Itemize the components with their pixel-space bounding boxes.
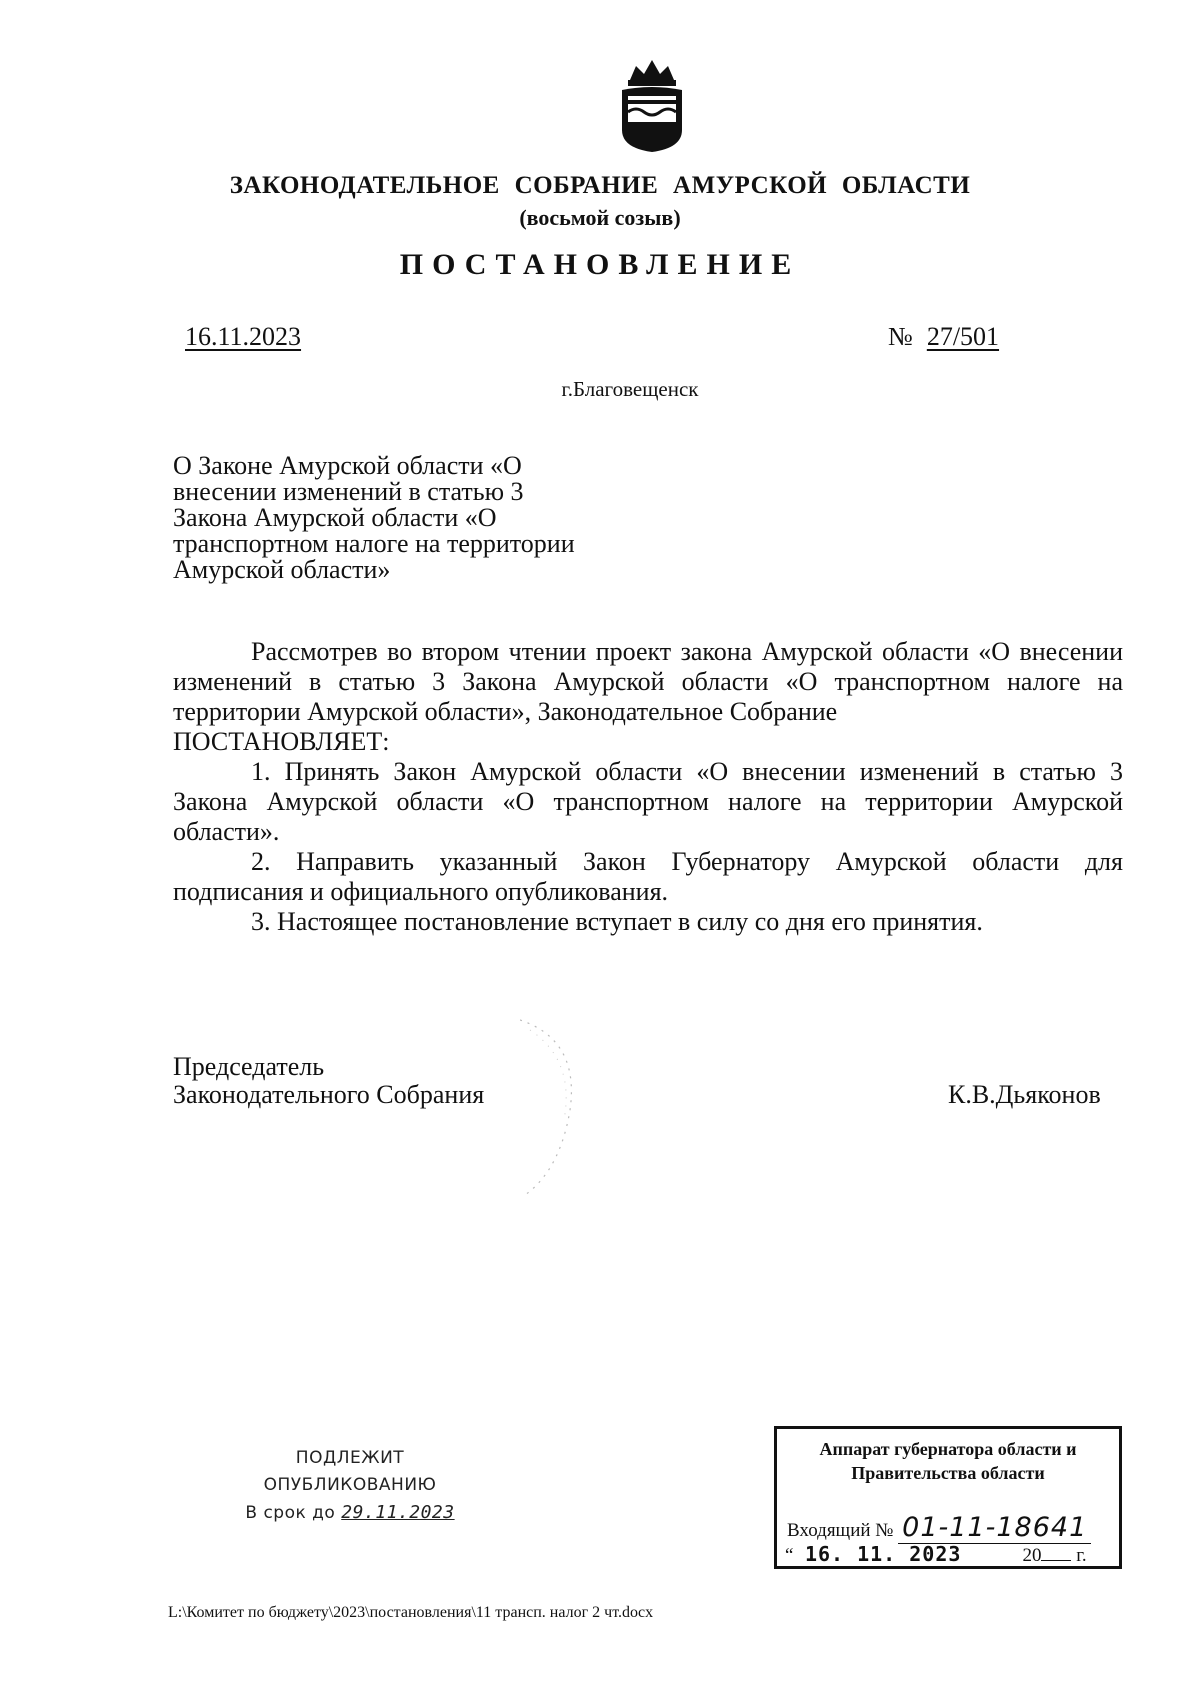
city: г.Благовещенск [561, 377, 699, 401]
incoming-date: 16. 11. 2023 [793, 1542, 961, 1567]
item-2: 2. Направить указанный Закон Губернатору Амурской области для подписания и официального опубликования. [173, 847, 1123, 906]
resolves-keyword: ПОСТАНОВЛЯЕТ: [173, 727, 390, 756]
stamp-title [777, 1437, 1119, 1485]
quote-mark: “ [785, 1545, 794, 1566]
file-path: L:\Комитет по бюджету\2023\постановления\11 трансп. налог 2 чт.docx [168, 1604, 654, 1621]
signatory-position [173, 1053, 484, 1109]
publish-deadline [240, 1499, 460, 1527]
year-blank [1041, 1560, 1071, 1561]
subject-line: транспортном налоге на территории [173, 529, 575, 558]
document-type-title: ПОСТАНОВЛЕНИЕ [399, 248, 801, 281]
publish-line: ПОДЛЕЖИТ [295, 1448, 405, 1468]
subject-line: О Законе Амурской области «О [173, 451, 522, 480]
publish-line: ОПУБЛИКОВАНИЮ [263, 1475, 437, 1495]
incoming-number: 01-11-18641 [898, 1512, 1091, 1544]
amur-region-coat-of-arms-icon [614, 56, 690, 154]
item-3: 3. Настоящее постановление вступает в силу со дня его принятия. [251, 907, 983, 936]
year-suffix: г. [1076, 1545, 1087, 1566]
item-1: 1. Принять Закон Амурской области «О внесении изменений в статью 3 Закона Амурской области «О транспортном налоге на территории Амурской области». [173, 757, 1123, 846]
number-value: 27/501 [926, 322, 1000, 351]
position-line: Председатель [173, 1052, 325, 1081]
incoming-label: Входящий № [787, 1520, 894, 1541]
document-number [888, 322, 999, 352]
stamp-title-line: Правительства области [851, 1463, 1045, 1483]
incoming-number-row [787, 1512, 1091, 1544]
subject-line: внесении изменений в статью 3 [173, 477, 524, 506]
signatory-name: К.В.Дьяконов [948, 1080, 1101, 1109]
document-subject [173, 453, 633, 583]
deadline-label: В срок до [245, 1503, 336, 1523]
document-body [173, 637, 1123, 937]
deadline-value: 29.11.2023 [341, 1502, 455, 1523]
subject-line: Закона Амурской области «О [173, 503, 497, 532]
number-sign: № [888, 322, 913, 351]
stamp-title-line: Аппарат губернатора области и [819, 1439, 1077, 1459]
organization-name: ЗАКОНОДАТЕЛЬНОЕ СОБРАНИЕ АМУРСКОЙ ОБЛАСТИ [229, 172, 971, 199]
subject-line: Амурской области» [173, 555, 391, 584]
registration-stamp [774, 1426, 1122, 1569]
year-prefix: 20 [961, 1545, 1041, 1568]
document-date: 16.11.2023 [185, 322, 302, 351]
convocation: (восьмой созыв) [519, 205, 681, 230]
position-line: Законодательного Собрания [173, 1080, 485, 1109]
publish-stamp [240, 1445, 460, 1527]
preamble: Рассмотрев во втором чтении проект закона Амурской области «О внесении изменений в статью 3 Закона Амурской области «О транспортном налоге на территории Амурской области», Законодательное Собрание [173, 637, 1123, 726]
seal-trace-icon [520, 1000, 610, 1200]
incoming-date-row [785, 1542, 1087, 1568]
